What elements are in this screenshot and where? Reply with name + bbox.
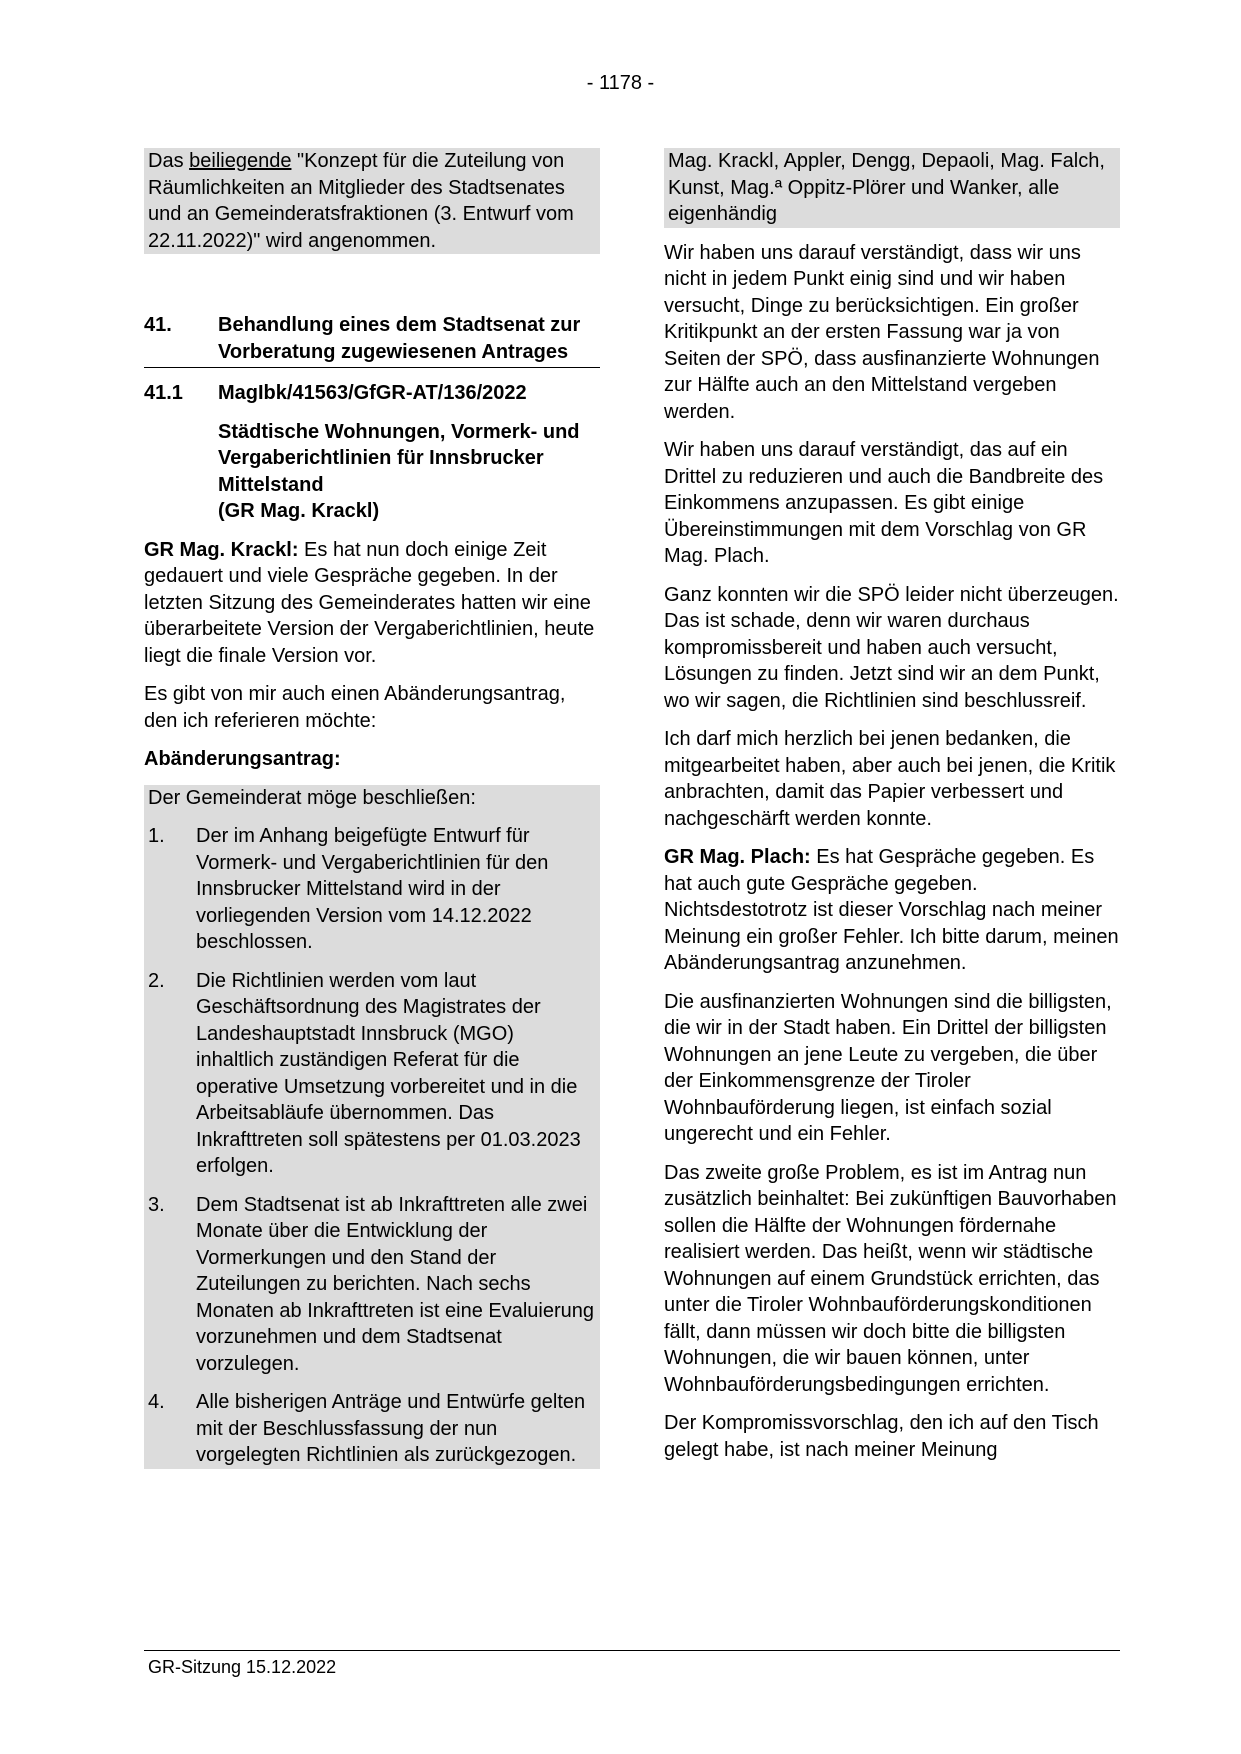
list-item-number: 4. — [148, 1391, 165, 1413]
paragraph-krackl-text: Es hat nun doch einige Zeit gedauert und viele Gespräche gegeben. In der letzten Sitzung des Gemeinderates hatten wir eine überarbeitete Version der Vergaberichtlinien, heute liegt die finale Version vor. — [144, 538, 595, 667]
paragraph-plach — [664, 844, 1120, 977]
resolution-text — [144, 148, 600, 254]
section-411-heading — [144, 380, 600, 407]
amendment-heading: Abänderungsantrag: — [144, 748, 341, 770]
amendment-box — [144, 785, 600, 1469]
intro-post: "Konzept für die Zuteilung von Räumlichkeiten an Mitglieder des Stadtsenates und an Gemeinderatsfraktionen (3. Entwurf vom 22.11.2022)" wird angenommen. — [148, 150, 574, 252]
speaker-plach: GR Mag. Plach: — [664, 846, 811, 868]
paragraph-plach-text: Es hat Gespräche gegeben. Es hat auch gute Gespräche gegeben. Nichtsdestotrotz ist dieser Vorschlag nach meiner Meinung ein großer Fehler. Ich bitte darum, meinen Abänderungsantrag anzunehmen. — [664, 846, 1119, 974]
signers-box: Mag. Krackl, Appler, Dengg, Depaoli, Mag. Falch, Kunst, Mag.ª Oppitz-Plörer und Wanker, alle eigenhändig — [664, 148, 1120, 228]
list-item — [148, 823, 596, 956]
list-item-number: 1. — [148, 825, 165, 847]
section-411-subject — [144, 419, 600, 525]
list-item-text: Die Richtlinien werden vom laut Geschäftsordnung des Magistrates der Landeshauptstadt Innsbruck (MGO) inhaltlich zuständigen Referat für die operative Umsetzung vorbereitet und in die Arbeitsabläufe übernommen. Das Inkrafttreten soll spätestens per 01.03.2023 erfolgen. — [196, 969, 581, 1177]
paragraph-r2: Wir haben uns darauf verständigt, das auf ein Drittel zu reduzieren und auch die Bandbreite des Einkommens anzupassen. Es gibt einige Übereinstimmungen mit dem Vorschlag von GR Mag. Plach. — [664, 439, 1104, 567]
paragraph-r7: Das zweite große Problem, es ist im Antrag nun zusätzlich beinhaltet: Bei zukünftigen Bauvorhaben sollen die Hälfte der Wohnungen fördernahe realisiert werden. Das heißt, wenn wir städtische Wohnungen auf einem Grundstück errichten, das unter die Tiroler Wohnbauförderungskonditionen fällt, dann müssen wir doch bitte die billigsten Wohnungen, die wir bauen können, unter Wohnbauförderungsbedingungen errichten. — [664, 1161, 1117, 1396]
list-item-number: 2. — [148, 969, 165, 992]
amendment-list — [148, 823, 596, 1469]
list-item-text: Dem Stadtsenat ist ab Inkrafttreten alle zwei Monate über die Entwicklung der Vormerkungen und den Stand der Zuteilungen zu berichten. Nach sechs Monaten ab Inkrafttreten ist eine Evaluierung vorzunehmen und dem Stadtsenat vorzulegen. — [196, 1193, 595, 1375]
speaker-krackl: GR Mag. Krackl: — [144, 538, 299, 561]
paragraph-r4: Ich darf mich herzlich bei jenen bedanken, die mitgearbeitet haben, aber auch bei jenen, die Kritik anbrachten, damit das Papier verbessert und nachgeschärft werden konnte. — [664, 728, 1116, 830]
paragraph-r8: Der Kompromissvorschlag, den ich auf den Tisch gelegt habe, ist nach meiner Meinung — [664, 1412, 1099, 1461]
list-item-text: Alle bisherigen Anträge und Entwürfe gelten mit der Beschlussfassung der nun vorgelegten Richtlinien als zurückgezogen. — [196, 1391, 586, 1466]
paragraph-amendment-intro: Es gibt von mir auch einen Abänderungsantrag, den ich referieren möchte: — [144, 683, 566, 732]
paragraph-krackl — [144, 537, 600, 670]
list-item-number: 3. — [148, 1193, 165, 1216]
paragraph-r3: Ganz konnten wir die SPÖ leider nicht überzeugen. Das ist schade, denn wir waren durchaus kompromissbereit und haben auch versucht, Lösungen zu finden. Jetzt sind wir an dem Punkt, wo wir sagen, die Richtlinien sind beschlussreif. — [664, 583, 1119, 712]
section-41-number: 41. — [144, 314, 172, 336]
list-item-text: Der im Anhang beigefügte Entwurf für Vormerk- und Vergaberichtlinien für den Innsbrucker Mittelstand wird in der vorliegenden Version vom 14.12.2022 beschlossen. — [196, 825, 549, 953]
left-column — [144, 148, 600, 1469]
section-411-title: Städtische Wohnungen, Vormerk- und Vergaberichtlinien für Innsbrucker Mittelstand — [218, 420, 580, 496]
paragraph-r6: Die ausfinanzierten Wohnungen sind die billigsten, die wir in der Stadt haben. Ein Drittel der billigsten Wohnungen an jene Leute zu vergeben, die über der Einkommensgrenze der Tiroler Wohnbauförderung liegen, ist einfach sozial ungerecht und ein Fehler. — [664, 990, 1112, 1145]
section-411-speaker: (GR Mag. Krackl) — [218, 500, 380, 522]
right-column — [664, 148, 1120, 1475]
intro-pre: Das — [148, 150, 190, 172]
footer-divider — [144, 1650, 1120, 1651]
section-41-title: Behandlung eines dem Stadtsenat zur Vorberatung zugewiesenen Antrages — [218, 314, 581, 363]
amendment-intro: Der Gemeinderat möge beschließen: — [148, 786, 476, 809]
list-item — [148, 1389, 596, 1469]
paragraph-r1: Wir haben uns darauf verständigt, dass wir uns nicht in jedem Punkt einig sind und wir haben versucht, Dinge zu berücksichtigen. Ein großer Kritikpunkt an der ersten Fassung war ja von Seiten der SPÖ, dass ausfinanzierte Wohnungen zur Hälfte auch an den Mittelstand vergeben werden. — [664, 241, 1100, 423]
footer-text: GR-Sitzung 15.12.2022 — [148, 1657, 337, 1677]
section-41-heading — [144, 312, 600, 368]
list-item — [148, 1192, 596, 1378]
page-number: - 1178 - — [586, 72, 655, 94]
section-411-reference: MagIbk/41563/GfGR-AT/136/2022 — [218, 382, 527, 404]
section-411-number: 41.1 — [144, 382, 183, 404]
intro-underlined: beiliegende — [189, 150, 292, 172]
list-item — [148, 968, 596, 1180]
